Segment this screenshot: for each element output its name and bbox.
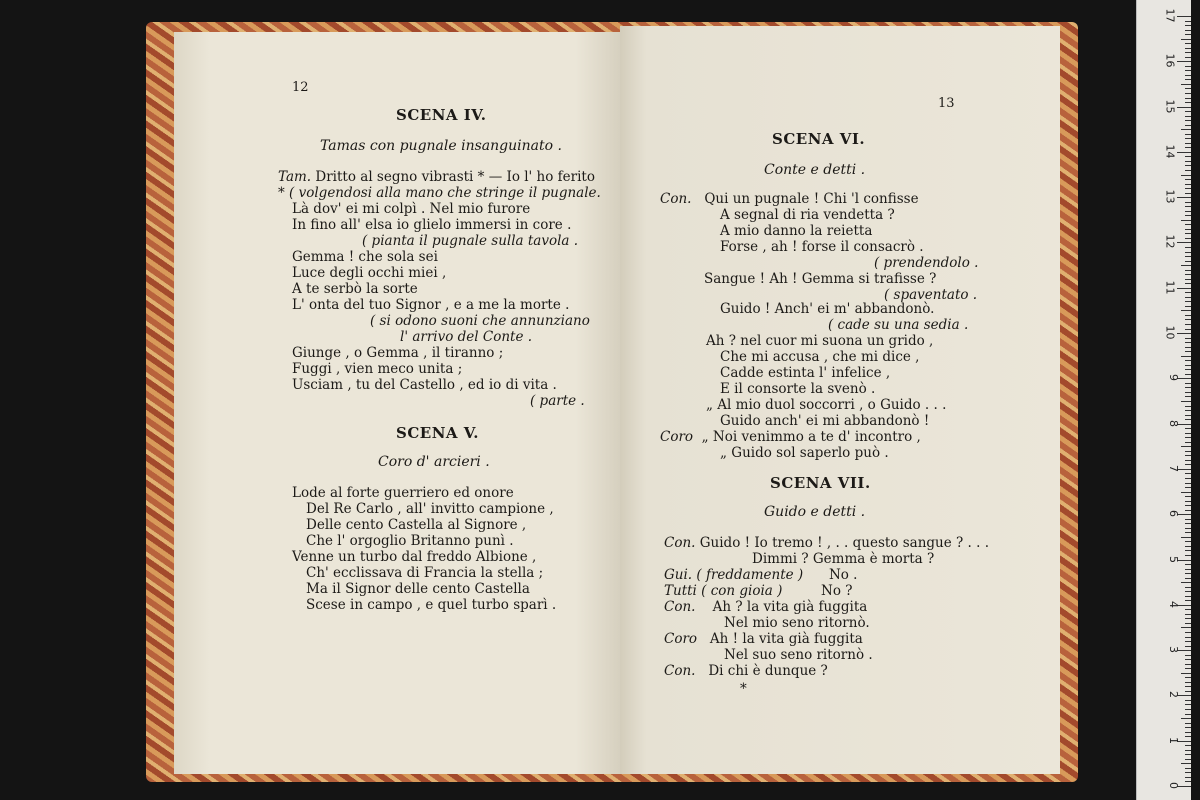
page-number-left: 12 bbox=[292, 80, 309, 95]
ruler-tick bbox=[1181, 129, 1191, 130]
ruler-tick bbox=[1185, 329, 1191, 330]
ruler-number: 7 bbox=[1167, 464, 1180, 472]
verse-line: „ Guido sol saperlo può . bbox=[720, 445, 889, 461]
verse-line: A te serbò la sorte bbox=[292, 281, 418, 297]
ruler-number: 2 bbox=[1167, 691, 1180, 699]
ruler-tick bbox=[1185, 569, 1191, 570]
ruler-tick bbox=[1185, 668, 1191, 669]
ruler-tick bbox=[1185, 573, 1191, 574]
ruler-tick bbox=[1185, 252, 1191, 253]
ruler-tick bbox=[1185, 347, 1191, 348]
verse-line: A segnal di ria vendetta ? bbox=[720, 207, 895, 223]
stage-direction: ( pianta il pugnale sulla tavola . bbox=[362, 233, 579, 249]
ruler-tick bbox=[1185, 215, 1191, 216]
verse-line: Tam. Dritto al segno vibrasti * — Io l' ho ferito bbox=[278, 169, 595, 185]
ruler-tick bbox=[1185, 125, 1191, 126]
ruler-tick bbox=[1185, 279, 1191, 280]
chorus-line: Ch' ecclissava di Francia la stella ; bbox=[306, 565, 544, 581]
verse-line: Tutti ( con gioia ) No ? bbox=[664, 583, 853, 599]
speaker-label: Con. bbox=[660, 191, 692, 207]
speaker-label: Gui. bbox=[664, 567, 693, 583]
ruler-tick bbox=[1185, 501, 1191, 502]
ruler-tick bbox=[1185, 646, 1191, 647]
chorus-line: Che l' orgoglio Britanno punì . bbox=[306, 533, 514, 549]
verse-line: E il consorte la svenò . bbox=[720, 381, 876, 397]
ruler-tick bbox=[1185, 686, 1191, 687]
chorus-line: Delle cento Castella al Signore , bbox=[306, 517, 527, 533]
ruler-tick bbox=[1185, 428, 1191, 429]
scene-6-heading: SCENA VI. bbox=[772, 130, 866, 148]
ruler-tick bbox=[1181, 220, 1191, 221]
verse-line: In fino all' elsa io glielo immersi in core . bbox=[292, 217, 572, 233]
ruler-tick bbox=[1185, 754, 1191, 755]
ruler-tick bbox=[1185, 759, 1191, 760]
stage-direction: ( si odono suoni che annunziano bbox=[370, 313, 590, 329]
ruler-tick bbox=[1185, 451, 1191, 452]
ruler-tick bbox=[1185, 714, 1191, 715]
ruler-tick bbox=[1185, 184, 1191, 185]
ruler-tick bbox=[1185, 57, 1191, 58]
ruler-tick bbox=[1185, 301, 1191, 302]
ruler-tick bbox=[1185, 609, 1191, 610]
ruler-tick bbox=[1185, 306, 1191, 307]
ruler-tick bbox=[1185, 111, 1191, 112]
ruler-tick bbox=[1185, 437, 1191, 438]
ruler-tick bbox=[1185, 161, 1191, 162]
ruler-number: 13 bbox=[1163, 189, 1177, 204]
ruler-number: 0 bbox=[1167, 782, 1180, 789]
ruler-tick bbox=[1181, 627, 1191, 628]
ruler-tick bbox=[1185, 297, 1191, 298]
chorus-line: Scese in campo , e quel turbo sparì . bbox=[306, 597, 557, 613]
verse-line: Fuggi , vien meco unita ; bbox=[292, 361, 463, 377]
ruler-tick bbox=[1185, 134, 1191, 135]
ruler-number: 12 bbox=[1163, 234, 1177, 249]
ruler-tick bbox=[1185, 324, 1191, 325]
ruler-tick bbox=[1185, 772, 1191, 773]
stage-direction: ( con gioia ) bbox=[701, 583, 783, 599]
ruler-tick bbox=[1181, 401, 1191, 402]
ruler-tick bbox=[1185, 637, 1191, 638]
scene-5-subtitle: Coro d' arcieri . bbox=[378, 454, 490, 470]
ruler-tick bbox=[1181, 39, 1191, 40]
speaker-label: Coro bbox=[660, 429, 694, 445]
ruler-tick bbox=[1185, 473, 1191, 474]
ruler-tick bbox=[1185, 591, 1191, 592]
ruler-tick bbox=[1185, 410, 1191, 411]
ruler-tick bbox=[1181, 446, 1191, 447]
ruler-tick bbox=[1185, 550, 1191, 551]
ruler-tick bbox=[1185, 360, 1191, 361]
stage-direction: l' arrivo del Conte . bbox=[400, 329, 533, 345]
verse-line: Guido ! Anch' ei m' abbandonò. bbox=[720, 301, 935, 317]
ruler-tick bbox=[1185, 614, 1191, 615]
ruler-tick bbox=[1185, 655, 1191, 656]
scene-4-subtitle: Tamas con pugnale insanguinato . bbox=[320, 138, 562, 154]
ruler-tick bbox=[1185, 478, 1191, 479]
ruler-tick bbox=[1177, 197, 1191, 198]
ruler-tick bbox=[1185, 229, 1191, 230]
ruler-tick bbox=[1185, 374, 1191, 375]
ruler-tick bbox=[1185, 170, 1191, 171]
verse-line: Coro Ah ! la vita già fuggita bbox=[664, 631, 863, 647]
ruler-tick bbox=[1185, 156, 1191, 157]
ruler-tick bbox=[1185, 88, 1191, 89]
speaker-label: Con. bbox=[664, 535, 696, 551]
ruler-tick bbox=[1185, 79, 1191, 80]
ruler-tick bbox=[1185, 406, 1191, 407]
verse-line: Sangue ! Ah ! Gemma si trafisse ? bbox=[704, 271, 937, 287]
ruler-number: 3 bbox=[1167, 646, 1180, 654]
ruler-number: 10 bbox=[1163, 325, 1177, 340]
ruler-tick bbox=[1185, 270, 1191, 271]
ruler-tick bbox=[1185, 396, 1191, 397]
ruler-tick bbox=[1185, 25, 1191, 26]
ruler-tick bbox=[1177, 333, 1191, 334]
ruler-tick bbox=[1177, 152, 1191, 153]
ruler-number: 16 bbox=[1163, 53, 1177, 68]
left-page bbox=[174, 32, 620, 774]
ruler-tick bbox=[1185, 777, 1191, 778]
scene-4-heading: SCENA IV. bbox=[396, 106, 487, 124]
speaker-label: Con. bbox=[664, 599, 696, 615]
ruler-tick bbox=[1185, 383, 1191, 384]
ruler-tick bbox=[1177, 242, 1191, 243]
ruler-tick bbox=[1185, 75, 1191, 76]
ruler-number: 6 bbox=[1167, 510, 1180, 518]
ruler-tick bbox=[1185, 505, 1191, 506]
ruler-tick bbox=[1185, 487, 1191, 488]
chorus-line: Del Re Carlo , all' invitto campione , bbox=[306, 501, 554, 517]
verse-line: Usciam , tu del Castello , ed io di vita . bbox=[292, 377, 557, 393]
verse-line: Cadde estinta l' infelice , bbox=[720, 365, 891, 381]
ruler-tick bbox=[1185, 464, 1191, 465]
ruler-tick bbox=[1185, 21, 1191, 22]
ruler-number: 5 bbox=[1167, 555, 1180, 563]
ruler-tick bbox=[1185, 750, 1191, 751]
ruler-tick bbox=[1181, 763, 1191, 764]
ruler-number: 17 bbox=[1163, 8, 1177, 23]
ruler-number: 9 bbox=[1167, 374, 1180, 382]
ruler-tick bbox=[1185, 691, 1191, 692]
verse-line: Gui. ( freddamente ) No . bbox=[664, 567, 858, 583]
ruler-tick bbox=[1185, 727, 1191, 728]
ruler-tick bbox=[1181, 492, 1191, 493]
scene-5-heading: SCENA V. bbox=[396, 424, 480, 442]
ruler-tick bbox=[1185, 319, 1191, 320]
ruler-tick bbox=[1185, 93, 1191, 94]
ruler-tick bbox=[1185, 206, 1191, 207]
chorus-line: Ma il Signor delle cento Castella bbox=[306, 581, 530, 597]
ruler-tick bbox=[1185, 564, 1191, 565]
stage-direction: ( parte . bbox=[530, 393, 585, 409]
ruler-tick bbox=[1185, 510, 1191, 511]
verse-line: Ah ? nel cuor mi suona un grido , bbox=[706, 333, 934, 349]
ruler-tick bbox=[1185, 682, 1191, 683]
speaker-label: Tam. bbox=[278, 169, 312, 185]
ruler-tick bbox=[1181, 356, 1191, 357]
verse-line: Dimmi ? Gemma è morta ? bbox=[752, 551, 935, 567]
ruler-tick bbox=[1185, 261, 1191, 262]
ruler-tick bbox=[1185, 723, 1191, 724]
scene-6-subtitle: Conte e detti . bbox=[764, 162, 866, 178]
ruler-tick bbox=[1181, 718, 1191, 719]
ruler-tick bbox=[1185, 193, 1191, 194]
ruler-tick bbox=[1185, 618, 1191, 619]
ruler-tick bbox=[1185, 233, 1191, 234]
stage-direction: ( cade su una sedia . bbox=[828, 317, 969, 333]
ruler-tick bbox=[1185, 48, 1191, 49]
ruler-tick bbox=[1185, 659, 1191, 660]
verse-line: Giunge , o Gemma , il tiranno ; bbox=[292, 345, 504, 361]
ruler-tick bbox=[1177, 16, 1191, 17]
ruler-tick bbox=[1185, 541, 1191, 542]
ruler-tick bbox=[1185, 745, 1191, 746]
ruler-tick bbox=[1185, 460, 1191, 461]
chorus-line: Lode al forte guerriero ed onore bbox=[292, 485, 514, 501]
ruler-tick bbox=[1185, 523, 1191, 524]
ruler-tick bbox=[1185, 677, 1191, 678]
ruler-tick bbox=[1181, 310, 1191, 311]
speaker-label: Con. bbox=[664, 663, 696, 679]
ruler-tick bbox=[1177, 107, 1191, 108]
ruler-tick bbox=[1185, 600, 1191, 601]
chorus-line: Venne un turbo dal freddo Albione , bbox=[292, 549, 537, 565]
ruler-tick bbox=[1177, 288, 1191, 289]
verse-line: Con. Ah ? la vita già fuggita bbox=[664, 599, 868, 615]
verse-line: Guido anch' ei mi abbandonò ! bbox=[720, 413, 930, 429]
ruler-tick bbox=[1185, 415, 1191, 416]
verse-line: Con. Qui un pugnale ! Chi 'l confisse bbox=[660, 191, 919, 207]
speaker-label: Coro bbox=[664, 631, 698, 647]
measuring-ruler bbox=[1136, 0, 1191, 800]
ruler-tick bbox=[1185, 587, 1191, 588]
ruler-number: 14 bbox=[1163, 144, 1177, 159]
ruler-number: 11 bbox=[1163, 280, 1177, 295]
stage-direction: ( freddamente ) bbox=[696, 567, 804, 583]
ruler-tick bbox=[1185, 546, 1191, 547]
ruler-tick bbox=[1181, 84, 1191, 85]
ruler-tick bbox=[1185, 138, 1191, 139]
ruler-tick bbox=[1181, 582, 1191, 583]
ruler-tick bbox=[1185, 433, 1191, 434]
verse-line: L' onta del tuo Signor , e a me la morte . bbox=[292, 297, 570, 313]
ruler-tick bbox=[1185, 632, 1191, 633]
verse-line: Gemma ! che sola sei bbox=[292, 249, 438, 265]
verse-line: Luce degli occhi miei , bbox=[292, 265, 447, 281]
ruler-tick bbox=[1185, 70, 1191, 71]
ruler-tick bbox=[1185, 555, 1191, 556]
ruler-tick bbox=[1185, 43, 1191, 44]
ruler-tick bbox=[1185, 519, 1191, 520]
verse-line: Che mi accusa , che mi dice , bbox=[720, 349, 920, 365]
ruler-tick bbox=[1185, 102, 1191, 103]
ruler-tick bbox=[1185, 768, 1191, 769]
ruler-tick bbox=[1185, 709, 1191, 710]
ruler-tick bbox=[1185, 578, 1191, 579]
ruler-tick bbox=[1181, 265, 1191, 266]
ruler-number: 4 bbox=[1167, 600, 1180, 608]
ruler-tick bbox=[1185, 274, 1191, 275]
ruler-tick bbox=[1185, 165, 1191, 166]
page-number-right: 13 bbox=[938, 96, 955, 111]
verse-line: Nel suo seno ritornò . bbox=[724, 647, 873, 663]
stage-direction: ( spaventato . bbox=[884, 287, 978, 303]
ruler-tick bbox=[1185, 66, 1191, 67]
ruler-tick bbox=[1185, 256, 1191, 257]
ruler-tick bbox=[1185, 641, 1191, 642]
verse-line: „ Al mio duol soccorri , o Guido . . . bbox=[706, 397, 947, 413]
ruler-tick bbox=[1185, 238, 1191, 239]
ruler-number: 15 bbox=[1163, 99, 1177, 114]
ruler-tick bbox=[1185, 188, 1191, 189]
scene-7-subtitle: Guido e detti . bbox=[764, 504, 866, 520]
ruler-tick bbox=[1185, 34, 1191, 35]
ruler-tick bbox=[1185, 365, 1191, 366]
ruler-tick bbox=[1185, 528, 1191, 529]
ruler-tick bbox=[1185, 143, 1191, 144]
ruler-tick bbox=[1185, 116, 1191, 117]
stage-direction: ( prendendolo . bbox=[874, 255, 979, 271]
verse-line: Nel mio seno ritornò. bbox=[724, 615, 870, 631]
ruler-tick bbox=[1185, 732, 1191, 733]
ruler-tick bbox=[1185, 147, 1191, 148]
ruler-tick bbox=[1185, 392, 1191, 393]
verse-line: Forse , ah ! forse il consacrò . bbox=[720, 239, 924, 255]
ruler-tick bbox=[1185, 202, 1191, 203]
speaker-label: Tutti bbox=[664, 583, 697, 599]
ruler-tick bbox=[1185, 455, 1191, 456]
ruler-tick bbox=[1185, 351, 1191, 352]
verse-line: Con. Di chi è dunque ? bbox=[664, 663, 828, 679]
ruler-number: 8 bbox=[1167, 419, 1180, 427]
ruler-tick bbox=[1185, 342, 1191, 343]
right-page bbox=[620, 26, 1060, 774]
ruler-tick bbox=[1185, 292, 1191, 293]
ruler-tick bbox=[1185, 532, 1191, 533]
ruler-tick bbox=[1185, 596, 1191, 597]
stage-direction: * ( volgendosi alla mano che stringe il pugnale. bbox=[278, 185, 601, 201]
ruler-number: 1 bbox=[1167, 736, 1180, 744]
ruler-tick bbox=[1185, 700, 1191, 701]
ruler-tick bbox=[1185, 781, 1191, 782]
ruler-tick bbox=[1185, 52, 1191, 53]
ruler-tick bbox=[1185, 30, 1191, 31]
ruler-tick bbox=[1185, 442, 1191, 443]
ruler-tick bbox=[1185, 496, 1191, 497]
ruler-tick bbox=[1185, 623, 1191, 624]
ruler-tick bbox=[1185, 315, 1191, 316]
ruler-tick bbox=[1185, 98, 1191, 99]
ruler-tick bbox=[1185, 736, 1191, 737]
ruler-tick bbox=[1185, 704, 1191, 705]
ruler-tick bbox=[1185, 664, 1191, 665]
scene-7-heading: SCENA VII. bbox=[770, 474, 871, 492]
ruler-tick bbox=[1185, 419, 1191, 420]
footnote-mark: * bbox=[740, 681, 747, 697]
ruler-tick bbox=[1181, 175, 1191, 176]
verse-line: A mio danno la reietta bbox=[720, 223, 873, 239]
ruler-tick bbox=[1185, 283, 1191, 284]
ruler-tick bbox=[1185, 224, 1191, 225]
ruler-tick bbox=[1185, 369, 1191, 370]
verse-line: Con. Guido ! Io tremo ! , . . questo sangue ? . . . bbox=[664, 535, 989, 551]
ruler-tick bbox=[1185, 211, 1191, 212]
ruler-tick bbox=[1185, 179, 1191, 180]
ruler-tick bbox=[1185, 247, 1191, 248]
ruler-tick bbox=[1185, 120, 1191, 121]
verse-line: Là dov' ei mi colpì . Nel mio furore bbox=[292, 201, 531, 217]
ruler-tick bbox=[1181, 537, 1191, 538]
verse-line: Coro „ Noi venimmo a te d' incontro , bbox=[660, 429, 921, 445]
ruler-tick bbox=[1181, 673, 1191, 674]
ruler-tick bbox=[1185, 483, 1191, 484]
ruler-tick bbox=[1185, 387, 1191, 388]
ruler-tick bbox=[1185, 338, 1191, 339]
ruler-tick bbox=[1177, 61, 1191, 62]
